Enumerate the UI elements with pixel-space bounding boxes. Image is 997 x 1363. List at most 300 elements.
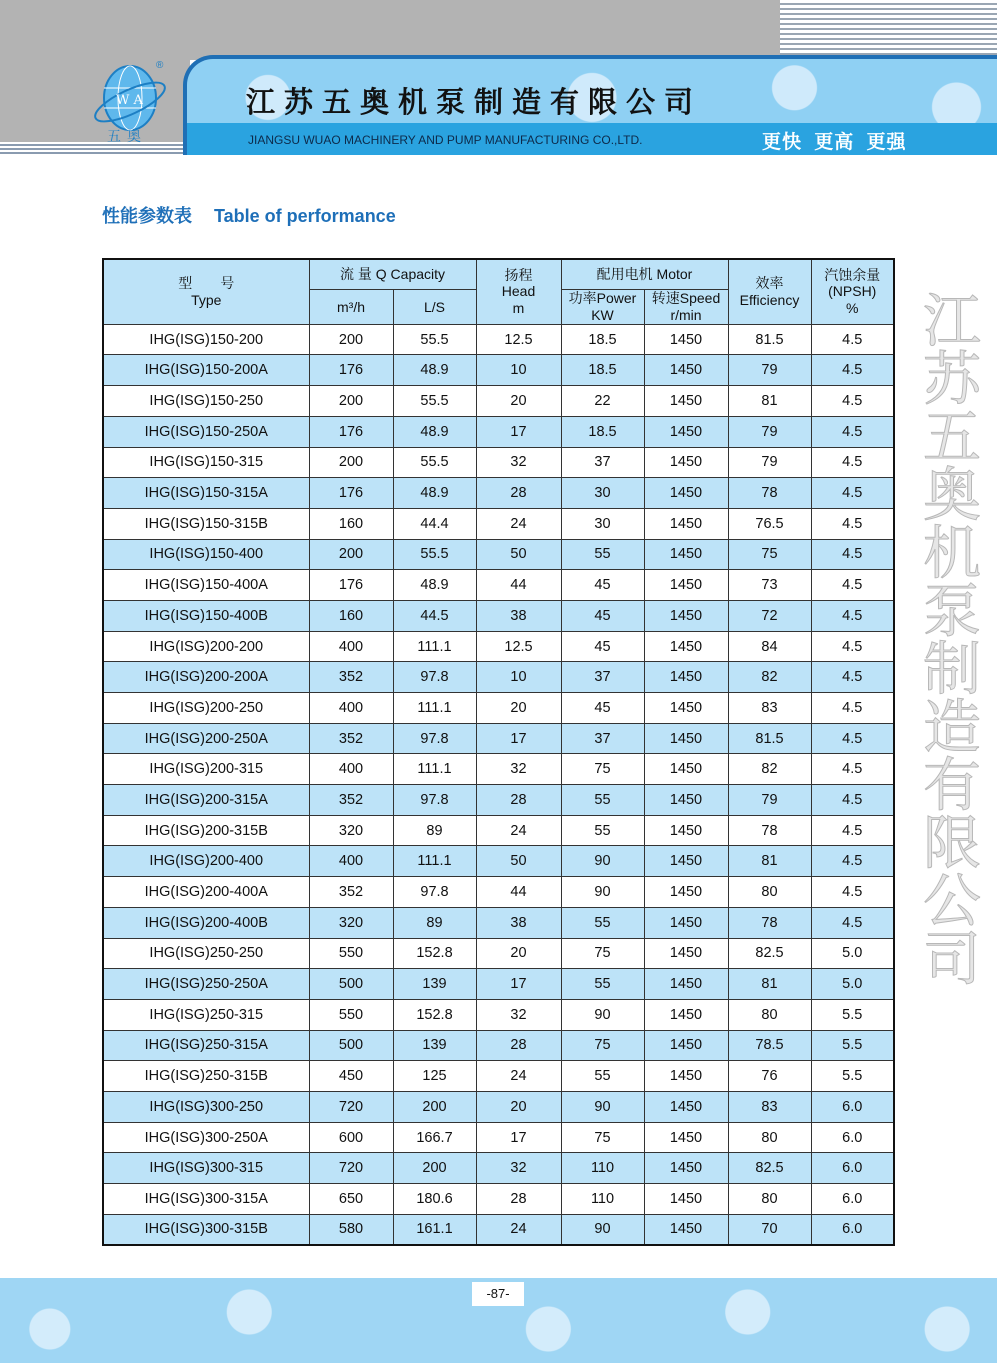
cell-capacity-m3h: 352 — [309, 877, 393, 908]
cell-capacity-ls: 44.4 — [393, 508, 476, 539]
cell-npsh: 4.5 — [811, 662, 894, 693]
header-head-cn: 扬程 — [504, 266, 533, 283]
cell-npsh: 4.5 — [811, 693, 894, 724]
cell-capacity-m3h: 550 — [309, 999, 393, 1030]
cell-capacity-m3h: 580 — [309, 1214, 393, 1245]
cell-capacity-m3h: 176 — [309, 416, 393, 447]
cell-capacity-ls: 200 — [393, 1153, 476, 1184]
cell-speed: 1450 — [644, 754, 728, 785]
cell-type: IHG(ISG)150-250 — [103, 386, 309, 417]
cell-head: 10 — [476, 355, 561, 386]
cell-speed: 1450 — [644, 1153, 728, 1184]
cell-efficiency: 81 — [728, 846, 811, 877]
cell-npsh: 4.5 — [811, 815, 894, 846]
header-speed — [644, 290, 728, 325]
cell-power: 90 — [561, 1091, 644, 1122]
cell-npsh: 4.5 — [811, 416, 894, 447]
cell-capacity-m3h: 160 — [309, 600, 393, 631]
cell-capacity-ls: 111.1 — [393, 631, 476, 662]
cell-head: 24 — [476, 1061, 561, 1092]
cell-capacity-ls: 139 — [393, 969, 476, 1000]
cell-power: 55 — [561, 785, 644, 816]
cell-speed: 1450 — [644, 907, 728, 938]
table-row — [103, 1122, 894, 1153]
cell-type: IHG(ISG)300-315A — [103, 1184, 309, 1215]
cell-head: 44 — [476, 570, 561, 601]
cell-npsh: 4.5 — [811, 877, 894, 908]
cell-capacity-m3h: 450 — [309, 1061, 393, 1092]
cell-type: IHG(ISG)200-315B — [103, 815, 309, 846]
table-row — [103, 907, 894, 938]
table-row — [103, 1214, 894, 1245]
cell-speed: 1450 — [644, 600, 728, 631]
cell-efficiency: 79 — [728, 416, 811, 447]
cell-capacity-ls: 55.5 — [393, 324, 476, 355]
cell-type: IHG(ISG)300-315 — [103, 1153, 309, 1184]
cell-type: IHG(ISG)150-400B — [103, 600, 309, 631]
cell-capacity-ls: 180.6 — [393, 1184, 476, 1215]
cell-efficiency: 83 — [728, 693, 811, 724]
cell-efficiency: 80 — [728, 999, 811, 1030]
cell-power: 55 — [561, 969, 644, 1000]
cell-capacity-ls: 97.8 — [393, 723, 476, 754]
table-row — [103, 508, 894, 539]
cell-type: IHG(ISG)150-400 — [103, 539, 309, 570]
table-row — [103, 846, 894, 877]
cell-capacity-m3h: 550 — [309, 938, 393, 969]
cell-efficiency: 76 — [728, 1061, 811, 1092]
registered-mark: ® — [156, 60, 164, 71]
cell-capacity-ls: 48.9 — [393, 355, 476, 386]
table-row — [103, 785, 894, 816]
cell-npsh: 5.5 — [811, 1061, 894, 1092]
cell-capacity-m3h: 200 — [309, 386, 393, 417]
cell-power: 90 — [561, 877, 644, 908]
cell-power: 22 — [561, 386, 644, 417]
cell-capacity-ls: 200 — [393, 1091, 476, 1122]
table-row — [103, 631, 894, 662]
company-name-en: JIANGSU WUAO MACHINERY AND PUMP MANUFACTURING CO.,LTD. — [248, 133, 643, 147]
table-row — [103, 1153, 894, 1184]
cell-npsh: 4.5 — [811, 600, 894, 631]
cell-npsh: 6.0 — [811, 1122, 894, 1153]
cell-npsh: 4.5 — [811, 478, 894, 509]
cell-capacity-ls: 44.5 — [393, 600, 476, 631]
header-efficiency — [728, 259, 811, 324]
cell-capacity-ls: 97.8 — [393, 785, 476, 816]
header-type-cn: 型 号 — [178, 275, 235, 292]
cell-capacity-m3h: 720 — [309, 1153, 393, 1184]
cell-npsh: 6.0 — [811, 1153, 894, 1184]
cell-capacity-ls: 152.8 — [393, 938, 476, 969]
cell-head: 38 — [476, 600, 561, 631]
cell-speed: 1450 — [644, 570, 728, 601]
cell-capacity-m3h: 352 — [309, 723, 393, 754]
cell-capacity-ls: 111.1 — [393, 754, 476, 785]
header-npsh-cn: 汽蚀余量 — [824, 266, 881, 283]
cell-type: IHG(ISG)200-400A — [103, 877, 309, 908]
cell-head: 38 — [476, 907, 561, 938]
cell-capacity-ls: 111.1 — [393, 693, 476, 724]
cell-efficiency: 78 — [728, 907, 811, 938]
cell-capacity-m3h: 400 — [309, 693, 393, 724]
header-capacity: 流 量 Q Capacity — [309, 259, 476, 290]
cell-capacity-m3h: 160 — [309, 508, 393, 539]
cell-head: 44 — [476, 877, 561, 908]
cell-capacity-ls: 55.5 — [393, 447, 476, 478]
cell-npsh: 4.5 — [811, 539, 894, 570]
cell-type: IHG(ISG)200-200A — [103, 662, 309, 693]
cell-capacity-ls: 161.1 — [393, 1214, 476, 1245]
cell-head: 32 — [476, 1153, 561, 1184]
cell-capacity-m3h: 176 — [309, 478, 393, 509]
table-row — [103, 1184, 894, 1215]
cell-head: 17 — [476, 1122, 561, 1153]
cell-head: 32 — [476, 447, 561, 478]
cell-power: 90 — [561, 846, 644, 877]
cell-power: 45 — [561, 631, 644, 662]
cell-type: IHG(ISG)250-250A — [103, 969, 309, 1000]
cell-type: IHG(ISG)150-200A — [103, 355, 309, 386]
cell-head: 17 — [476, 969, 561, 1000]
cell-speed: 1450 — [644, 846, 728, 877]
cell-type: IHG(ISG)300-250A — [103, 1122, 309, 1153]
cell-head: 12.5 — [476, 324, 561, 355]
cell-capacity-m3h: 500 — [309, 969, 393, 1000]
cell-power: 55 — [561, 815, 644, 846]
cell-type: IHG(ISG)200-250 — [103, 693, 309, 724]
header-npsh — [811, 259, 894, 324]
table-row — [103, 723, 894, 754]
cell-speed: 1450 — [644, 1061, 728, 1092]
cell-head: 24 — [476, 1214, 561, 1245]
header-motor: 配用电机 Motor — [561, 259, 728, 290]
cell-npsh: 4.5 — [811, 355, 894, 386]
header-power — [561, 290, 644, 325]
cell-type: IHG(ISG)250-315B — [103, 1061, 309, 1092]
cell-head: 10 — [476, 662, 561, 693]
cell-speed: 1450 — [644, 785, 728, 816]
cell-speed: 1450 — [644, 877, 728, 908]
cell-power: 45 — [561, 570, 644, 601]
cell-power: 110 — [561, 1184, 644, 1215]
cell-capacity-ls: 166.7 — [393, 1122, 476, 1153]
table-row — [103, 600, 894, 631]
cell-capacity-m3h: 176 — [309, 355, 393, 386]
cell-npsh: 5.0 — [811, 969, 894, 1000]
cell-speed: 1450 — [644, 815, 728, 846]
cell-efficiency: 82.5 — [728, 938, 811, 969]
table-row — [103, 1061, 894, 1092]
section-title-en: Table of performance — [214, 206, 396, 226]
cell-capacity-ls: 48.9 — [393, 416, 476, 447]
header-cap-m3h: m³/h — [309, 290, 393, 325]
cell-efficiency: 78 — [728, 815, 811, 846]
cell-power: 75 — [561, 938, 644, 969]
cell-power: 55 — [561, 1061, 644, 1092]
cell-efficiency: 81 — [728, 969, 811, 1000]
header-power-label: 功率Power — [568, 290, 637, 307]
table-row — [103, 693, 894, 724]
cell-type: IHG(ISG)200-400 — [103, 846, 309, 877]
cell-capacity-m3h: 200 — [309, 447, 393, 478]
cell-npsh: 6.0 — [811, 1091, 894, 1122]
table-row — [103, 662, 894, 693]
table-row — [103, 969, 894, 1000]
header-type-en: Type — [191, 291, 222, 308]
cell-head: 20 — [476, 938, 561, 969]
cell-capacity-m3h: 200 — [309, 324, 393, 355]
table-row — [103, 877, 894, 908]
cell-npsh: 4.5 — [811, 324, 894, 355]
cell-efficiency: 82 — [728, 662, 811, 693]
cell-capacity-ls: 55.5 — [393, 386, 476, 417]
header-npsh-en: (NPSH) — [828, 283, 877, 300]
cell-npsh: 4.5 — [811, 723, 894, 754]
cell-efficiency: 79 — [728, 355, 811, 386]
cell-capacity-m3h: 352 — [309, 662, 393, 693]
cell-type: IHG(ISG)150-315 — [103, 447, 309, 478]
cell-npsh: 4.5 — [811, 785, 894, 816]
cell-power: 75 — [561, 1030, 644, 1061]
header-speed-unit: r/min — [670, 306, 702, 323]
table-row — [103, 1030, 894, 1061]
logo-letters: W A — [116, 93, 143, 108]
cell-type: IHG(ISG)150-315A — [103, 478, 309, 509]
cell-speed: 1450 — [644, 999, 728, 1030]
cell-type: IHG(ISG)200-315 — [103, 754, 309, 785]
cell-power: 90 — [561, 999, 644, 1030]
header-eff-cn: 效率 — [755, 275, 784, 292]
cell-type: IHG(ISG)250-315A — [103, 1030, 309, 1061]
cell-power: 18.5 — [561, 355, 644, 386]
cell-npsh: 4.5 — [811, 754, 894, 785]
cell-speed: 1450 — [644, 1214, 728, 1245]
header-npsh-unit: % — [846, 300, 859, 317]
cell-capacity-ls: 89 — [393, 815, 476, 846]
cell-capacity-m3h: 320 — [309, 815, 393, 846]
logo-stripes — [0, 142, 190, 156]
company-name-cn: 江苏五奥机泵制造有限公司 — [246, 85, 703, 119]
slogan: 更快 更高 更强 — [762, 132, 907, 153]
cell-efficiency: 75 — [728, 539, 811, 570]
cell-efficiency: 80 — [728, 1184, 811, 1215]
cell-capacity-ls: 97.8 — [393, 877, 476, 908]
cell-power: 37 — [561, 447, 644, 478]
cell-type: IHG(ISG)150-400A — [103, 570, 309, 601]
performance-table — [102, 258, 895, 1246]
table-row — [103, 355, 894, 386]
cell-power: 45 — [561, 693, 644, 724]
cell-type: IHG(ISG)300-250 — [103, 1091, 309, 1122]
cell-head: 20 — [476, 693, 561, 724]
cell-efficiency: 78 — [728, 478, 811, 509]
cell-power: 90 — [561, 1214, 644, 1245]
cell-power: 110 — [561, 1153, 644, 1184]
cell-head: 12.5 — [476, 631, 561, 662]
cell-speed: 1450 — [644, 1184, 728, 1215]
cell-power: 30 — [561, 508, 644, 539]
cell-efficiency: 83 — [728, 1091, 811, 1122]
table-row — [103, 1091, 894, 1122]
cell-npsh: 4.5 — [811, 570, 894, 601]
cell-speed: 1450 — [644, 938, 728, 969]
cell-type: IHG(ISG)150-250A — [103, 416, 309, 447]
cell-capacity-m3h: 400 — [309, 754, 393, 785]
cell-power: 55 — [561, 539, 644, 570]
cell-speed: 1450 — [644, 447, 728, 478]
cell-efficiency: 81.5 — [728, 324, 811, 355]
cell-power: 30 — [561, 478, 644, 509]
cell-capacity-ls: 111.1 — [393, 846, 476, 877]
cell-capacity-m3h: 720 — [309, 1091, 393, 1122]
cell-type: IHG(ISG)300-315B — [103, 1214, 309, 1245]
cell-head: 24 — [476, 815, 561, 846]
cell-capacity-ls: 97.8 — [393, 662, 476, 693]
cell-power: 37 — [561, 723, 644, 754]
cell-capacity-ls: 48.9 — [393, 570, 476, 601]
cell-power: 37 — [561, 662, 644, 693]
table-row — [103, 478, 894, 509]
cell-speed: 1450 — [644, 1122, 728, 1153]
cell-speed: 1450 — [644, 539, 728, 570]
table-row — [103, 447, 894, 478]
cell-head: 24 — [476, 508, 561, 539]
cell-efficiency: 82 — [728, 754, 811, 785]
header-type — [103, 259, 309, 324]
table-row — [103, 416, 894, 447]
cell-type: IHG(ISG)200-200 — [103, 631, 309, 662]
cell-capacity-m3h: 600 — [309, 1122, 393, 1153]
cell-efficiency: 72 — [728, 600, 811, 631]
logo-text: 五奥 — [107, 128, 147, 144]
cell-head: 32 — [476, 754, 561, 785]
cell-capacity-ls: 139 — [393, 1030, 476, 1061]
cell-efficiency: 78.5 — [728, 1030, 811, 1061]
cell-efficiency: 79 — [728, 785, 811, 816]
table-row — [103, 938, 894, 969]
cell-npsh: 4.5 — [811, 508, 894, 539]
table-row — [103, 324, 894, 355]
header-speed-label: 转速Speed — [651, 290, 721, 307]
cell-head: 28 — [476, 1184, 561, 1215]
cell-head: 50 — [476, 846, 561, 877]
cell-npsh: 5.0 — [811, 938, 894, 969]
table-row — [103, 999, 894, 1030]
cell-npsh: 5.5 — [811, 999, 894, 1030]
cell-capacity-m3h: 200 — [309, 539, 393, 570]
cell-capacity-m3h: 400 — [309, 846, 393, 877]
cell-npsh: 4.5 — [811, 846, 894, 877]
cell-head: 28 — [476, 1030, 561, 1061]
cell-head: 32 — [476, 999, 561, 1030]
cell-speed: 1450 — [644, 386, 728, 417]
cell-capacity-m3h: 352 — [309, 785, 393, 816]
cell-type: IHG(ISG)150-315B — [103, 508, 309, 539]
cell-speed: 1450 — [644, 1091, 728, 1122]
section-title-cn: 性能参数表 — [102, 206, 192, 226]
cell-speed: 1450 — [644, 478, 728, 509]
cell-power: 45 — [561, 600, 644, 631]
cell-speed: 1450 — [644, 693, 728, 724]
cell-npsh: 6.0 — [811, 1184, 894, 1215]
cell-capacity-m3h: 176 — [309, 570, 393, 601]
cell-speed: 1450 — [644, 324, 728, 355]
cell-power: 75 — [561, 754, 644, 785]
table-row — [103, 570, 894, 601]
cell-speed: 1450 — [644, 416, 728, 447]
cell-efficiency: 81.5 — [728, 723, 811, 754]
cell-power: 18.5 — [561, 324, 644, 355]
cell-capacity-ls: 152.8 — [393, 999, 476, 1030]
cell-head: 17 — [476, 416, 561, 447]
cell-capacity-ls: 48.9 — [393, 478, 476, 509]
cell-head: 17 — [476, 723, 561, 754]
cell-power: 55 — [561, 907, 644, 938]
cell-efficiency: 70 — [728, 1214, 811, 1245]
cell-npsh: 5.5 — [811, 1030, 894, 1061]
cell-efficiency: 84 — [728, 631, 811, 662]
cell-capacity-ls: 55.5 — [393, 539, 476, 570]
cell-efficiency: 82.5 — [728, 1153, 811, 1184]
cell-type: IHG(ISG)200-400B — [103, 907, 309, 938]
cell-capacity-m3h: 400 — [309, 631, 393, 662]
cell-head: 50 — [476, 539, 561, 570]
header-power-unit: KW — [591, 306, 614, 323]
cell-head: 28 — [476, 478, 561, 509]
cell-capacity-ls: 89 — [393, 907, 476, 938]
cell-efficiency: 76.5 — [728, 508, 811, 539]
cell-efficiency: 81 — [728, 386, 811, 417]
cell-capacity-m3h: 320 — [309, 907, 393, 938]
page-number: -87- — [472, 1282, 524, 1306]
cell-npsh: 6.0 — [811, 1214, 894, 1245]
cell-speed: 1450 — [644, 508, 728, 539]
cell-efficiency: 79 — [728, 447, 811, 478]
table-row — [103, 754, 894, 785]
cell-efficiency: 80 — [728, 877, 811, 908]
cell-speed: 1450 — [644, 631, 728, 662]
cell-efficiency: 73 — [728, 570, 811, 601]
table-row — [103, 386, 894, 417]
header-head — [476, 259, 561, 324]
cell-efficiency: 80 — [728, 1122, 811, 1153]
cell-speed: 1450 — [644, 355, 728, 386]
watermark: 江苏五奥机泵制造有限公司 — [913, 290, 981, 986]
section-title — [102, 202, 396, 228]
header-cap-ls: L/S — [393, 290, 476, 325]
cell-head: 20 — [476, 1091, 561, 1122]
cell-capacity-ls: 125 — [393, 1061, 476, 1092]
header-head-en: Head — [501, 283, 536, 300]
cell-capacity-m3h: 500 — [309, 1030, 393, 1061]
cell-type: IHG(ISG)200-315A — [103, 785, 309, 816]
header-head-unit: m — [512, 300, 525, 317]
cell-head: 28 — [476, 785, 561, 816]
header-eff-en: Efficiency — [739, 291, 800, 308]
header-stripes — [780, 0, 997, 55]
cell-npsh: 4.5 — [811, 907, 894, 938]
cell-speed: 1450 — [644, 662, 728, 693]
cell-head: 20 — [476, 386, 561, 417]
cell-type: IHG(ISG)150-200 — [103, 324, 309, 355]
cell-speed: 1450 — [644, 969, 728, 1000]
cell-npsh: 4.5 — [811, 386, 894, 417]
cell-speed: 1450 — [644, 1030, 728, 1061]
cell-npsh: 4.5 — [811, 447, 894, 478]
cell-type: IHG(ISG)200-250A — [103, 723, 309, 754]
cell-power: 75 — [561, 1122, 644, 1153]
